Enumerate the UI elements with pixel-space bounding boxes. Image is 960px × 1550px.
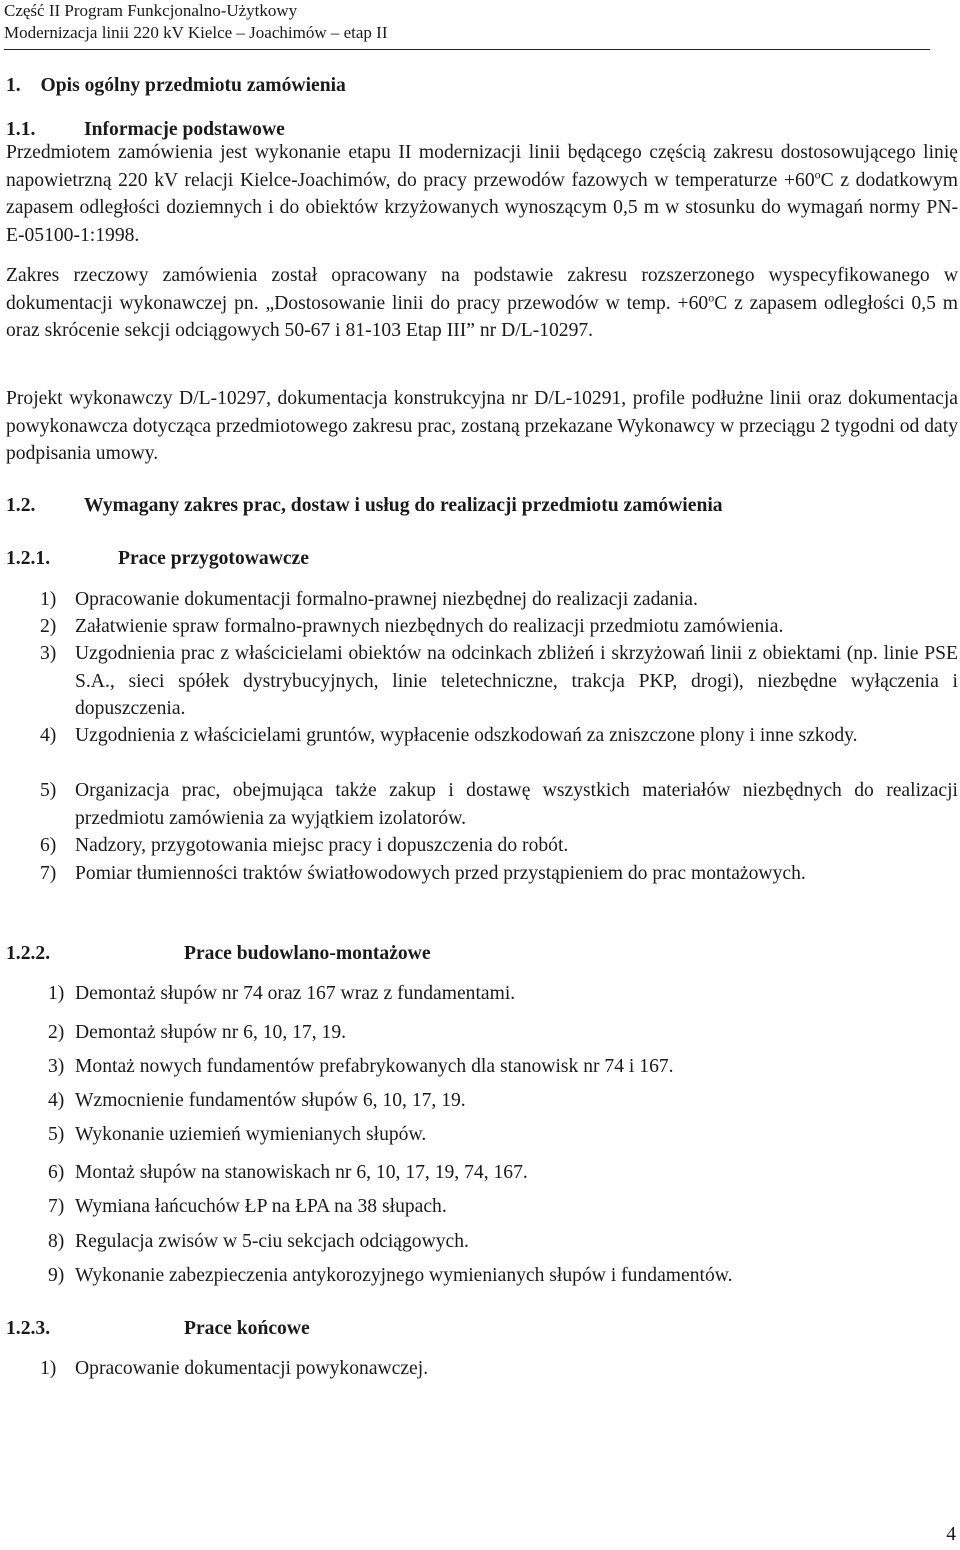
section-1-2-1-heading [6, 545, 958, 573]
list-item-text: Organizacja prac, obejmująca także zakup i dostawę wszystkich materiałów niezbędnych do realizacji przedmiotu zamówienia za wyjątkiem izolatorów. [75, 780, 958, 829]
paragraph-scope [6, 139, 958, 249]
section-1-1-number: 1.1. [6, 119, 36, 140]
list-item-number: 1) [40, 1358, 57, 1379]
list-item-number: 5) [40, 780, 57, 801]
paragraph-scope-text-b: C z dodatkowym zapasem odległości doziemnych i do obiektów krzyżowanych wynoszącym 0,5 m w stosunku do wymagań normy PN-E-05100-1:1998. [6, 169, 958, 246]
list-item-number: 4) [40, 725, 57, 746]
paragraph-material-scope-text-a: Zakres rzeczowy zamówienia został opracowany na podstawie zakresu rozszerzonego wyspecyfikowanego w dokumentacji wykonawczej pn. „Dostosowanie linii do pracy przewodów w temp. +60 [6, 265, 958, 314]
list-item-number: 3) [48, 1056, 65, 1077]
paragraph-project-docs-text: Projekt wykonawczy D/L-10297, dokumentacja konstrukcyjna nr D/L-10291, profile podłużne linii oraz dokumentacja powykonawcza dotycząca przedmiotowego zakresu prac, zostaną przekazane Wykonawcy w przeciągu 2 tygodni od daty podpisania umowy. [6, 388, 958, 464]
section-1-2-number: 1.2. [6, 495, 36, 516]
section-1-2-title: Wymagany zakres prac, dostaw i usług do realizacji przedmiotu zamówienia [84, 495, 723, 516]
section-1-2-2-title: Prace budowlano-montażowe [184, 943, 431, 964]
list-item-number: 2) [48, 1022, 65, 1043]
section-1-2-3-number: 1.2.3. [6, 1318, 51, 1339]
section-1-2-heading [6, 492, 958, 520]
section-1-2-1-number: 1.2.1. [6, 548, 51, 569]
list-item-text: Uzgodnienia prac z właścicielami obiektów na odcinkach zbliżeń i skrzyżowań linii z obiektami (np. linie PSE S.A., sieci spółek dystrybucyjnych, linie teletechniczne, trakcja PKP, drogi), niezbędne wyłączenia i dopuszczenia. [75, 643, 958, 719]
list-item-text: Załatwienie spraw formalno-prawnych niezbędnych do realizacji przedmiotu zamówienia. [75, 616, 784, 637]
section-1-number: 1. [6, 75, 21, 96]
list-item-number: 9) [48, 1265, 65, 1286]
section-1-2-1-title: Prace przygotowawcze [118, 548, 309, 569]
list-item-number: 5) [48, 1124, 65, 1145]
list-item-text: Wymiana łańcuchów ŁP na ŁPA na 38 słupach. [75, 1196, 447, 1217]
list-item-text: Wykonanie uziemień wymienianych słupów. [75, 1124, 427, 1145]
list-item-number: 3) [40, 643, 57, 664]
list-item-text: Regulacja zwisów w 5-ciu sekcjach odciągowych. [75, 1231, 469, 1252]
list-item-text: Montaż słupów na stanowiskach nr 6, 10, 17, 19, 74, 167. [75, 1162, 528, 1183]
section-1-2-3-title: Prace końcowe [184, 1318, 310, 1339]
list-item-text: Wzmocnienie fundamentów słupów 6, 10, 17, 19. [75, 1090, 466, 1111]
page-number: 4 [946, 1524, 956, 1545]
document-header [4, 0, 932, 44]
list-item-text: Demontaż słupów nr 74 oraz 167 wraz z fundamentami. [75, 983, 516, 1004]
list-item-text: Nadzory, przygotowania miejsc pracy i dopuszczenia do robót. [75, 835, 569, 856]
list-item-number: 2) [40, 616, 57, 637]
list-item-number: 1) [48, 983, 65, 1004]
header-line-2: Modernizacja linii 220 kV Kielce – Joachimów – etap II [4, 23, 388, 42]
list-item-number: 6) [48, 1162, 65, 1183]
degree-sup-1: o [814, 166, 821, 181]
section-1-2-2-number: 1.2.2. [6, 943, 51, 964]
list-item-number: 6) [40, 835, 57, 856]
list-item-text: Uzgodnienia z właścicielami gruntów, wypłacenie odszkodowań za zniszczone plony i inne szkody. [75, 725, 858, 746]
degree-sup-2: o [708, 289, 715, 304]
list-item-number: 7) [48, 1196, 65, 1217]
paragraph-material-scope [6, 262, 958, 345]
paragraph-scope-text-a: Przedmiotem zamówienia jest wykonanie etapu II modernizacji linii będącego częścią zakresu dostosowującego linię napowietrzną 220 kV relacji Kielce-Joachimów, do pracy przewodów fazowych w temperaturze +60 [6, 142, 958, 191]
list-item-text: Demontaż słupów nr 6, 10, 17, 19. [75, 1022, 347, 1043]
list-item-number: 8) [48, 1231, 65, 1252]
list-item-text: Opracowanie dokumentacji formalno-prawnej niezbędnej do realizacji zadania. [75, 589, 698, 610]
list-item-number: 7) [40, 863, 57, 884]
list-item-text: Opracowanie dokumentacji powykonawczej. [75, 1358, 429, 1379]
list-item-number: 4) [48, 1090, 65, 1111]
section-1-heading [6, 72, 958, 100]
paragraph-project-docs [6, 385, 958, 468]
section-1-1-title: Informacje podstawowe [84, 119, 285, 140]
list-item-text: Montaż nowych fundamentów prefabrykowanych dla stanowisk nr 74 i 167. [75, 1056, 674, 1077]
paragraph-material-scope-text-b: C z zapasem odległości 0,5 m oraz skrócenie sekcji odciągowych 50-67 i 81-103 Etap III” nr D/L-10297. [6, 292, 958, 341]
header-divider [4, 49, 930, 50]
list-item-number: 1) [40, 589, 57, 610]
section-1-title: Opis ogólny przedmiotu zamówienia [40, 75, 346, 96]
header-line-1: Część II Program Funkcjonalno-Użytkowy [4, 1, 298, 20]
list-item-text: Wykonanie zabezpieczenia antykorozyjnego wymienianych słupów i fundamentów. [75, 1265, 733, 1286]
section-1-2-2-heading [6, 940, 958, 968]
list-item-text: Pomiar tłumienności traktów światłowodowych przed przystąpieniem do prac montażowych. [75, 863, 806, 884]
section-1-2-3-heading [6, 1315, 958, 1343]
